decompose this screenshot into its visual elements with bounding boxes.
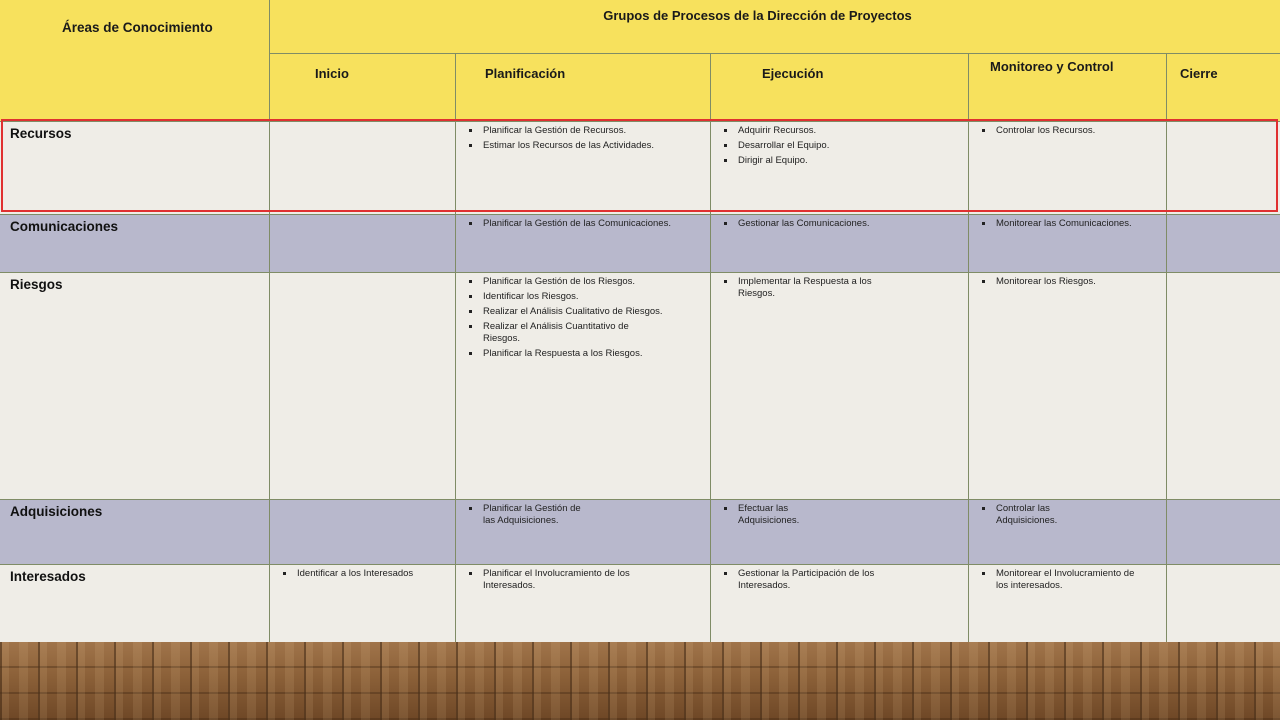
row-label-interesados: Interesados	[0, 565, 269, 649]
process-item: Desarrollar el Equipo.	[738, 140, 962, 152]
process-item: Efectuar las Adquisiciones.	[738, 503, 812, 526]
process-item: Planificar la Gestión de los Riesgos.	[483, 276, 687, 288]
process-item: Controlar los Recursos.	[996, 125, 1160, 137]
cell-adquisiciones-inicio	[270, 500, 455, 564]
cell-recursos-planificacion	[456, 122, 710, 214]
column-header-ejecucion: Ejecución	[711, 54, 968, 121]
cell-riesgos-inicio	[270, 273, 455, 499]
column-header-cierre: Cierre	[1167, 54, 1280, 121]
cell-comunicaciones-cierre	[1167, 215, 1280, 272]
process-groups-header: Grupos de Procesos de la Dirección de Proyectos	[270, 0, 1280, 53]
row-label-adquisiciones: Adquisiciones	[0, 500, 269, 564]
process-item: Identificar los Riesgos.	[483, 291, 687, 303]
cell-interesados-monitoreo	[969, 565, 1166, 649]
process-item: Monitorear los Riesgos.	[996, 276, 1160, 288]
cell-riesgos-ejecucion	[711, 273, 968, 499]
wood-floor-background	[0, 642, 1280, 720]
cell-comunicaciones-ejecucion	[711, 215, 968, 272]
cell-interesados-planificacion	[456, 565, 710, 649]
row-label-riesgos: Riesgos	[0, 273, 269, 499]
cell-comunicaciones-monitoreo	[969, 215, 1166, 272]
cell-adquisiciones-monitoreo	[969, 500, 1166, 564]
process-item: Planificar el Involucramiento de los Interesados.	[483, 568, 662, 591]
process-item: Realizar el Análisis Cuantitativo de Riesgos.	[483, 321, 657, 344]
process-item: Estimar los Recursos de las Actividades.	[483, 140, 704, 152]
process-item: Controlar las Adquisiciones.	[996, 503, 1075, 526]
area-column-header: Áreas de Conocimiento	[0, 0, 269, 121]
row-label-comunicaciones: Comunicaciones	[0, 215, 269, 272]
cell-comunicaciones-planificacion	[456, 215, 710, 272]
process-item: Monitorear el Involucramiento de los interesados.	[996, 568, 1150, 591]
cell-riesgos-monitoreo	[969, 273, 1166, 499]
cell-adquisiciones-planificacion	[456, 500, 710, 564]
process-item: Planificar la Gestión de las Comunicaciones.	[483, 218, 704, 230]
process-item: Gestionar las Comunicaciones.	[738, 218, 962, 230]
process-item: Identificar a los Interesados	[297, 568, 449, 580]
process-item: Planificar la Gestión de las Adquisiciones.	[483, 503, 597, 526]
process-item: Dirigir al Equipo.	[738, 155, 962, 167]
cell-interesados-ejecucion	[711, 565, 968, 649]
cell-adquisiciones-ejecucion	[711, 500, 968, 564]
cell-riesgos-planificacion	[456, 273, 710, 499]
cell-riesgos-cierre	[1167, 273, 1280, 499]
cell-recursos-ejecucion	[711, 122, 968, 214]
process-item: Planificar la Respuesta a los Riesgos.	[483, 348, 687, 360]
process-item: Gestionar la Participación de los Interesados.	[738, 568, 902, 591]
column-header-monitoreo: Monitoreo y Control	[969, 54, 1166, 121]
process-item: Planificar la Gestión de Recursos.	[483, 125, 704, 137]
cell-comunicaciones-inicio	[270, 215, 455, 272]
cell-interesados-cierre	[1167, 565, 1280, 649]
cell-recursos-monitoreo	[969, 122, 1166, 214]
cell-interesados-inicio	[270, 565, 455, 649]
column-header-planificacion: Planificación	[456, 54, 710, 121]
process-item: Implementar la Respuesta a los Riesgos.	[738, 276, 902, 299]
cell-adquisiciones-cierre	[1167, 500, 1280, 564]
column-header-inicio: Inicio	[270, 54, 455, 121]
process-item: Monitorear las Comunicaciones.	[996, 218, 1160, 230]
process-item: Realizar el Análisis Cualitativo de Riesgos.	[483, 306, 687, 318]
cell-recursos-cierre	[1167, 122, 1280, 214]
process-item: Adquirir Recursos.	[738, 125, 962, 137]
cell-recursos-inicio	[270, 122, 455, 214]
row-label-recursos: Recursos	[0, 122, 269, 214]
